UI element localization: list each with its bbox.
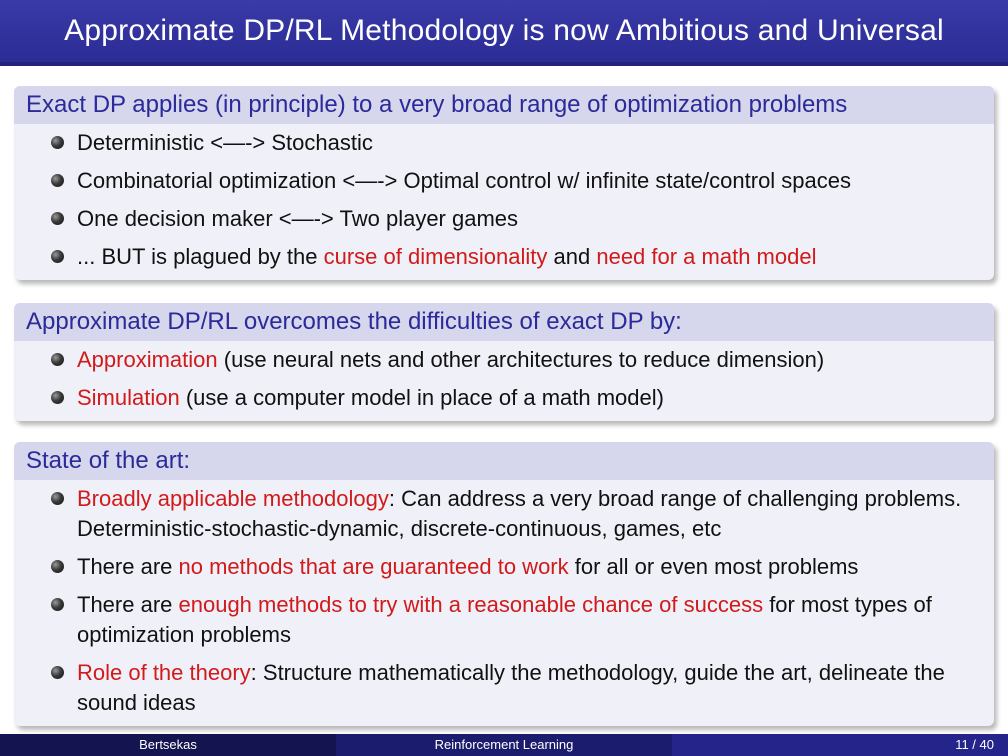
bullet-item [14,204,994,234]
bullet-text: Deterministic <—-> Stochastic [77,130,373,155]
bullet-text: There are [77,592,179,617]
exact-dp-block [14,86,994,280]
bullet-item [14,658,994,718]
bullet-icon [51,250,64,263]
bullet-icon [51,666,64,679]
slide-title: Approximate DP/RL Methodology is now Ambitious and Universal [64,14,944,47]
bullet-text: and [547,244,597,269]
slide-footer [0,734,1008,756]
block-header: State of the art: [14,442,994,480]
bullet-item [14,166,994,196]
highlighted-text: Role of the theory [77,660,251,685]
bullet-icon [51,136,64,149]
bullet-text: : Structure mathematically the methodology, guide the art, delineate the sound ideas [77,660,945,715]
bullet-text: One decision maker <—-> Two player games [77,206,519,231]
bullet-list [14,124,994,272]
bullet-icon [51,492,64,505]
footer-course: Reinforcement Learning [336,734,672,756]
bullet-text: (use a computer model in place of a math model) [179,385,664,410]
bullet-text: Combinatorial optimization <—-> Optimal control w/ infinite state/control spaces [77,168,852,193]
footer-author: Bertsekas [0,734,336,756]
highlighted-text: no methods that are guaranteed to work [178,554,569,579]
bullet-list [14,480,994,718]
bullet-item [14,552,994,582]
block-header: Exact DP applies (in principle) to a very broad range of optimization problems [14,86,994,124]
bullet-item [14,345,994,375]
bullet-icon [51,212,64,225]
highlighted-text: Broadly applicable methodology [77,486,389,511]
bullet-text: There are [77,554,179,579]
highlighted-text: Approximation [77,347,218,372]
bullet-text: : Can address a very broad range of challenging problems. Deterministic-stochastic-dynamic, discrete-continuous, games, etc [77,486,962,541]
highlighted-text: Simulation [77,385,180,410]
highlighted-text: curse of dimensionality [323,244,548,269]
bullet-icon [51,391,64,404]
slide-title-bar [0,0,1008,66]
bullet-text: for all or even most problems [568,554,859,579]
bullet-item [14,484,994,544]
bullet-text: for most types of optimization problems [77,592,932,647]
bullet-item [14,383,994,413]
bullet-icon [51,174,64,187]
bullet-item [14,128,994,158]
block-header: Approximate DP/RL overcomes the difficulties of exact DP by: [14,303,994,341]
highlighted-text: need for a math model [596,244,817,269]
bullet-text: (use neural nets and other architectures to reduce dimension) [217,347,825,372]
bullet-item [14,590,994,650]
approximate-dp-block [14,303,994,421]
state-of-art-block [14,442,994,726]
bullet-list [14,341,994,413]
bullet-icon [51,560,64,573]
footer-page-number: 11 / 40 [672,734,1008,756]
bullet-item [14,242,994,272]
bullet-text: ... BUT is plagued by the [77,244,324,269]
bullet-icon [51,353,64,366]
bullet-icon [51,598,64,611]
highlighted-text: enough methods to try with a reasonable chance of success [178,592,764,617]
